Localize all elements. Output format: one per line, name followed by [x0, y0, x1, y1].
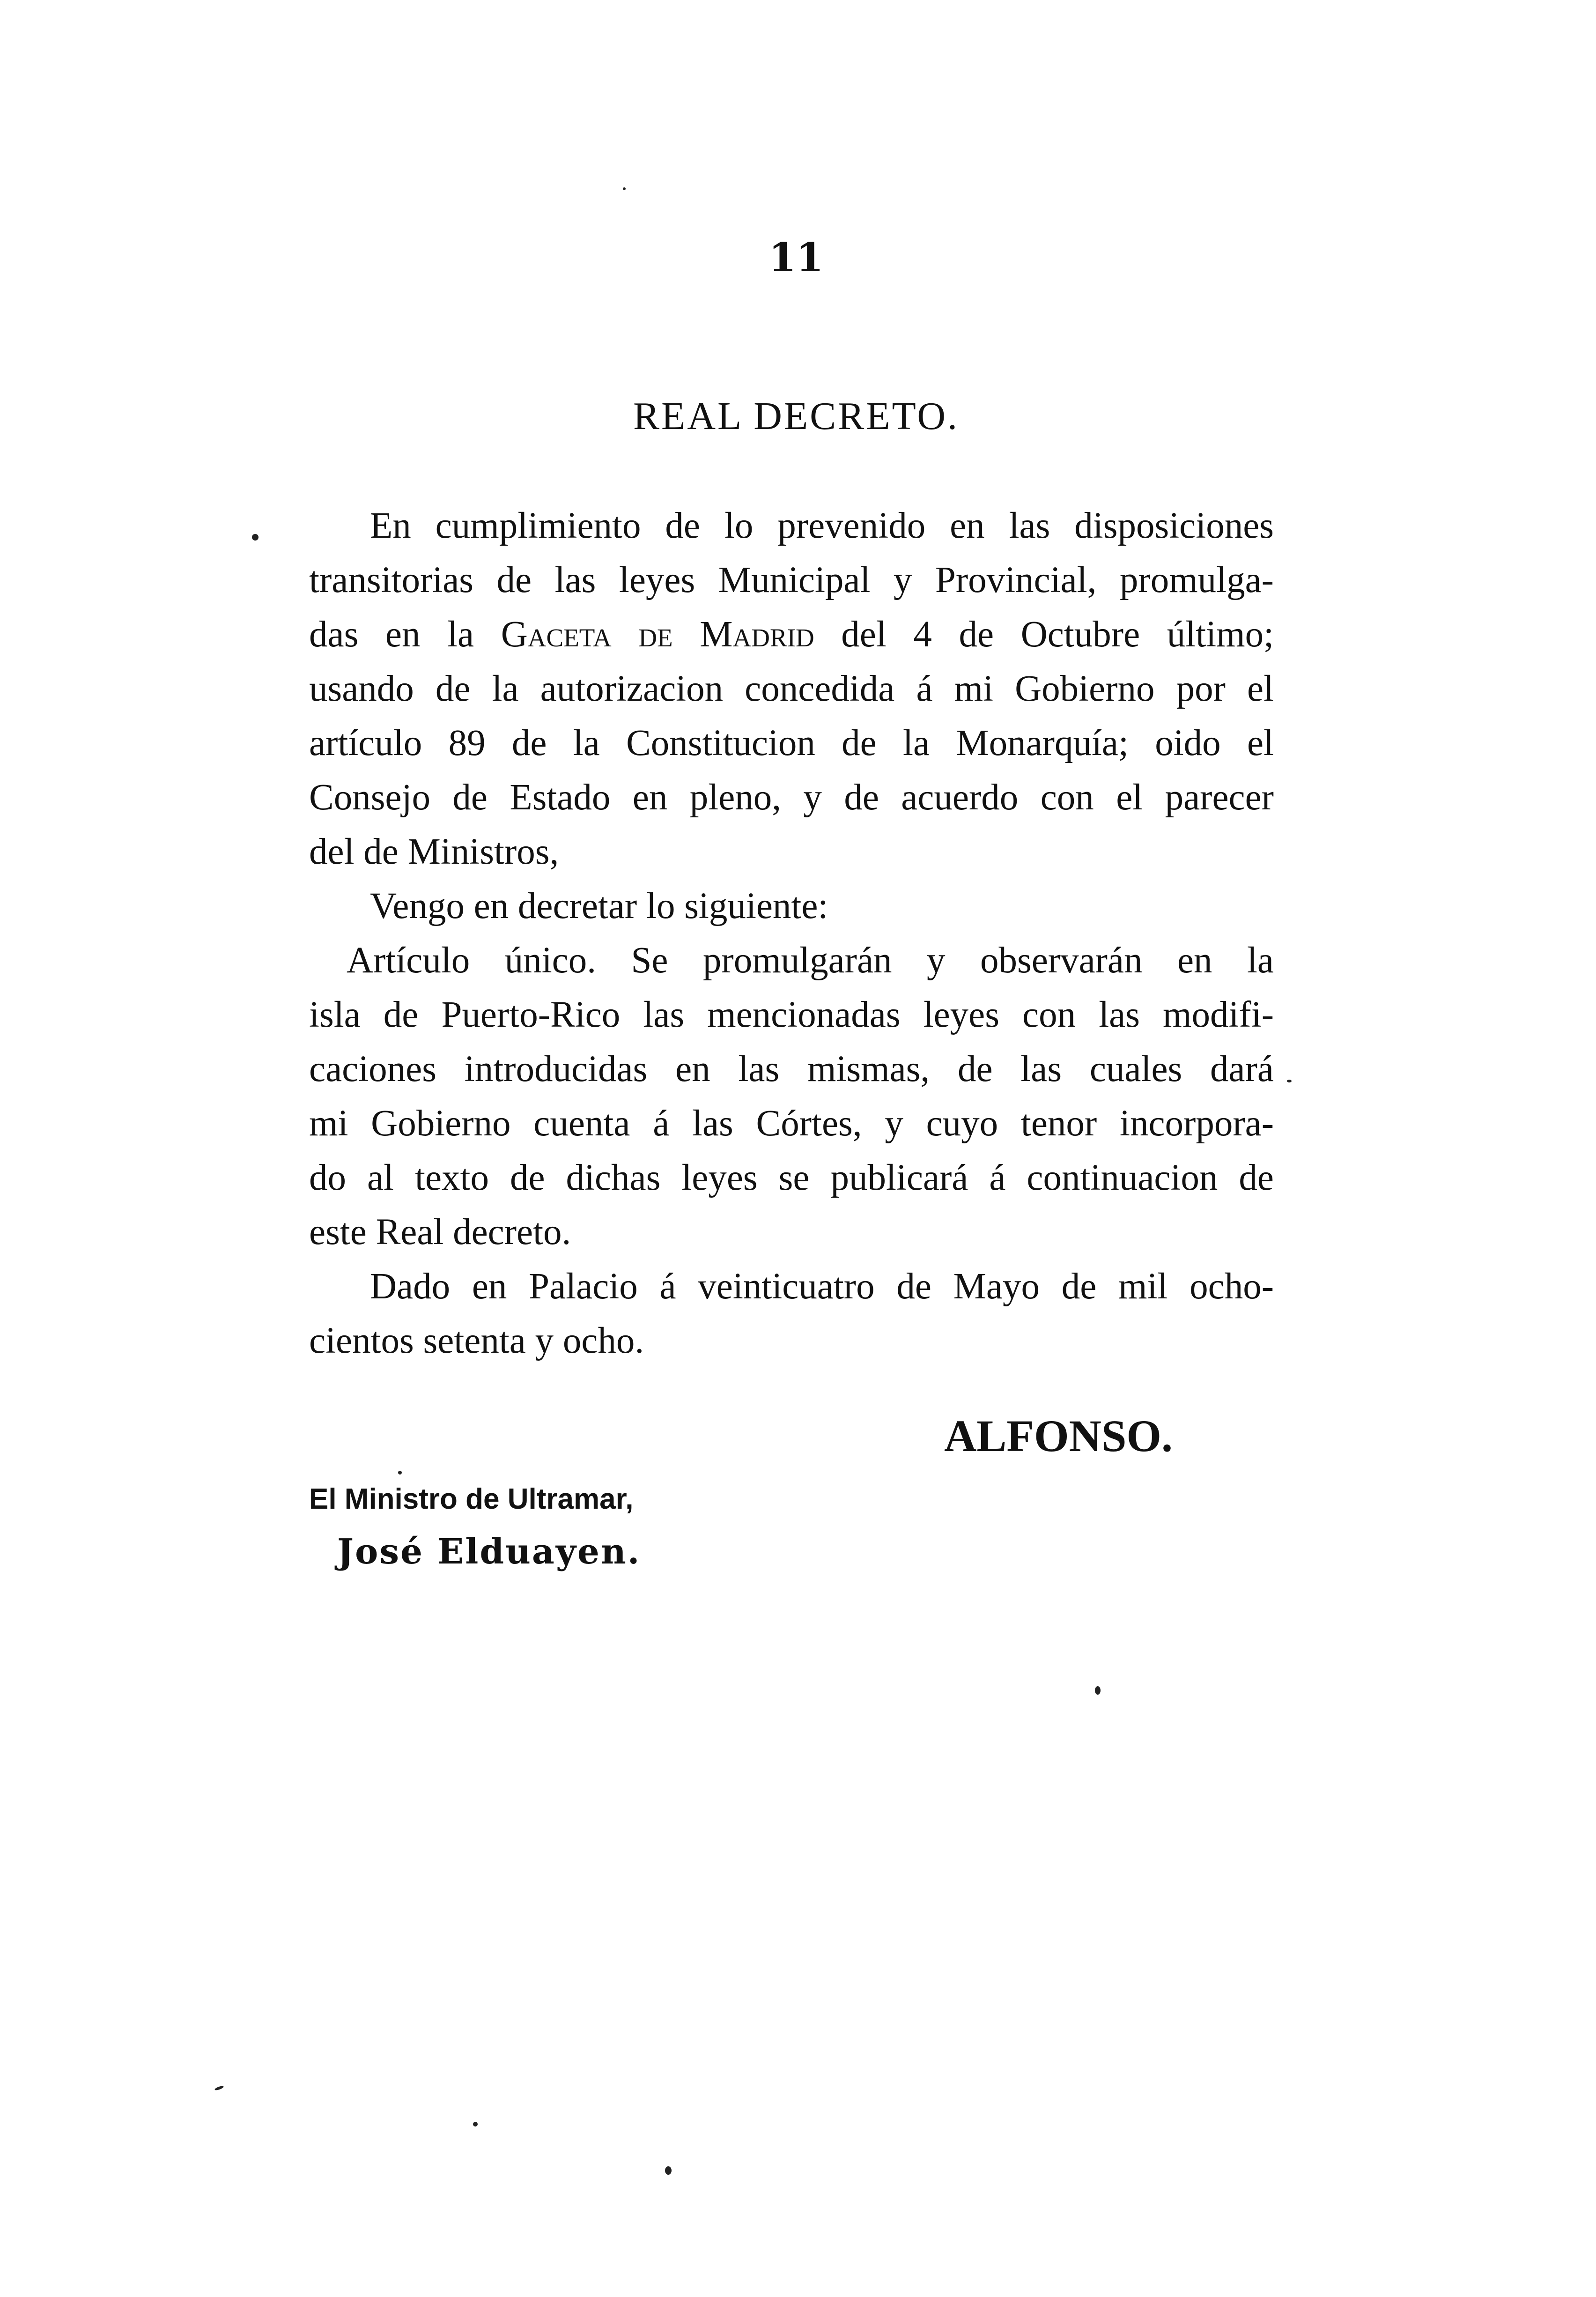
body-line-part: del 4 de Octubre último; [841, 614, 1274, 655]
body-line: Vengo en decretar lo siguiente: [370, 886, 828, 926]
scan-speck [398, 1471, 402, 1475]
minister-title: El Ministro de Ultramar, [309, 1483, 634, 1515]
body-line: artículo 89 de la Constitucion de la Monarquía; oido el [309, 723, 1274, 763]
body-line: caciones introducidas en las mismas, de las cuales dará [309, 1049, 1274, 1089]
royal-signature: ALFONSO. [944, 1411, 1173, 1461]
body-line: este Real decreto. [309, 1212, 571, 1252]
decree-heading: REAL DECRETO. [633, 394, 959, 438]
scan-speck [1095, 1686, 1101, 1695]
body-line: cientos setenta y ocho. [309, 1320, 644, 1361]
minister-name: José Elduayen. [337, 1532, 641, 1572]
body-line: Artículo único. Se promulgarán y observarán en la [347, 940, 1274, 981]
body-line: do al texto de dichas leyes se publicará á continuacion de [309, 1157, 1274, 1198]
scan-speck [252, 534, 259, 541]
body-line [309, 608, 1274, 662]
decree-body [309, 499, 1274, 1368]
page-number: 11 [768, 234, 824, 281]
body-line: transitorias de las leyes Municipal y Provincial, promulga- [309, 560, 1274, 600]
scan-speck [473, 2122, 478, 2127]
body-line: usando de la autorizacion concedida á mi Gobierno por el [309, 668, 1274, 709]
body-line: mi Gobierno cuenta á las Córtes, y cuyo tenor incorpora- [309, 1103, 1274, 1144]
body-line-part: das en la [309, 614, 474, 655]
body-line: En cumplimiento de lo prevenido en las disposiciones [370, 505, 1274, 546]
body-line: Consejo de Estado en pleno, y de acuerdo con el parecer [309, 777, 1274, 818]
gazette-name: Gaceta de Madrid [501, 614, 814, 655]
body-line: isla de Puerto-Rico las mencionadas leyes con las modifi- [309, 994, 1274, 1035]
scan-speck [1287, 1080, 1292, 1082]
scan-speck [623, 187, 626, 190]
scan-speck [214, 2085, 224, 2091]
body-line: del de Ministros, [309, 831, 559, 872]
body-line: Dado en Palacio á veinticuatro de Mayo de mil ocho- [370, 1266, 1274, 1307]
scan-speck [665, 2166, 672, 2175]
